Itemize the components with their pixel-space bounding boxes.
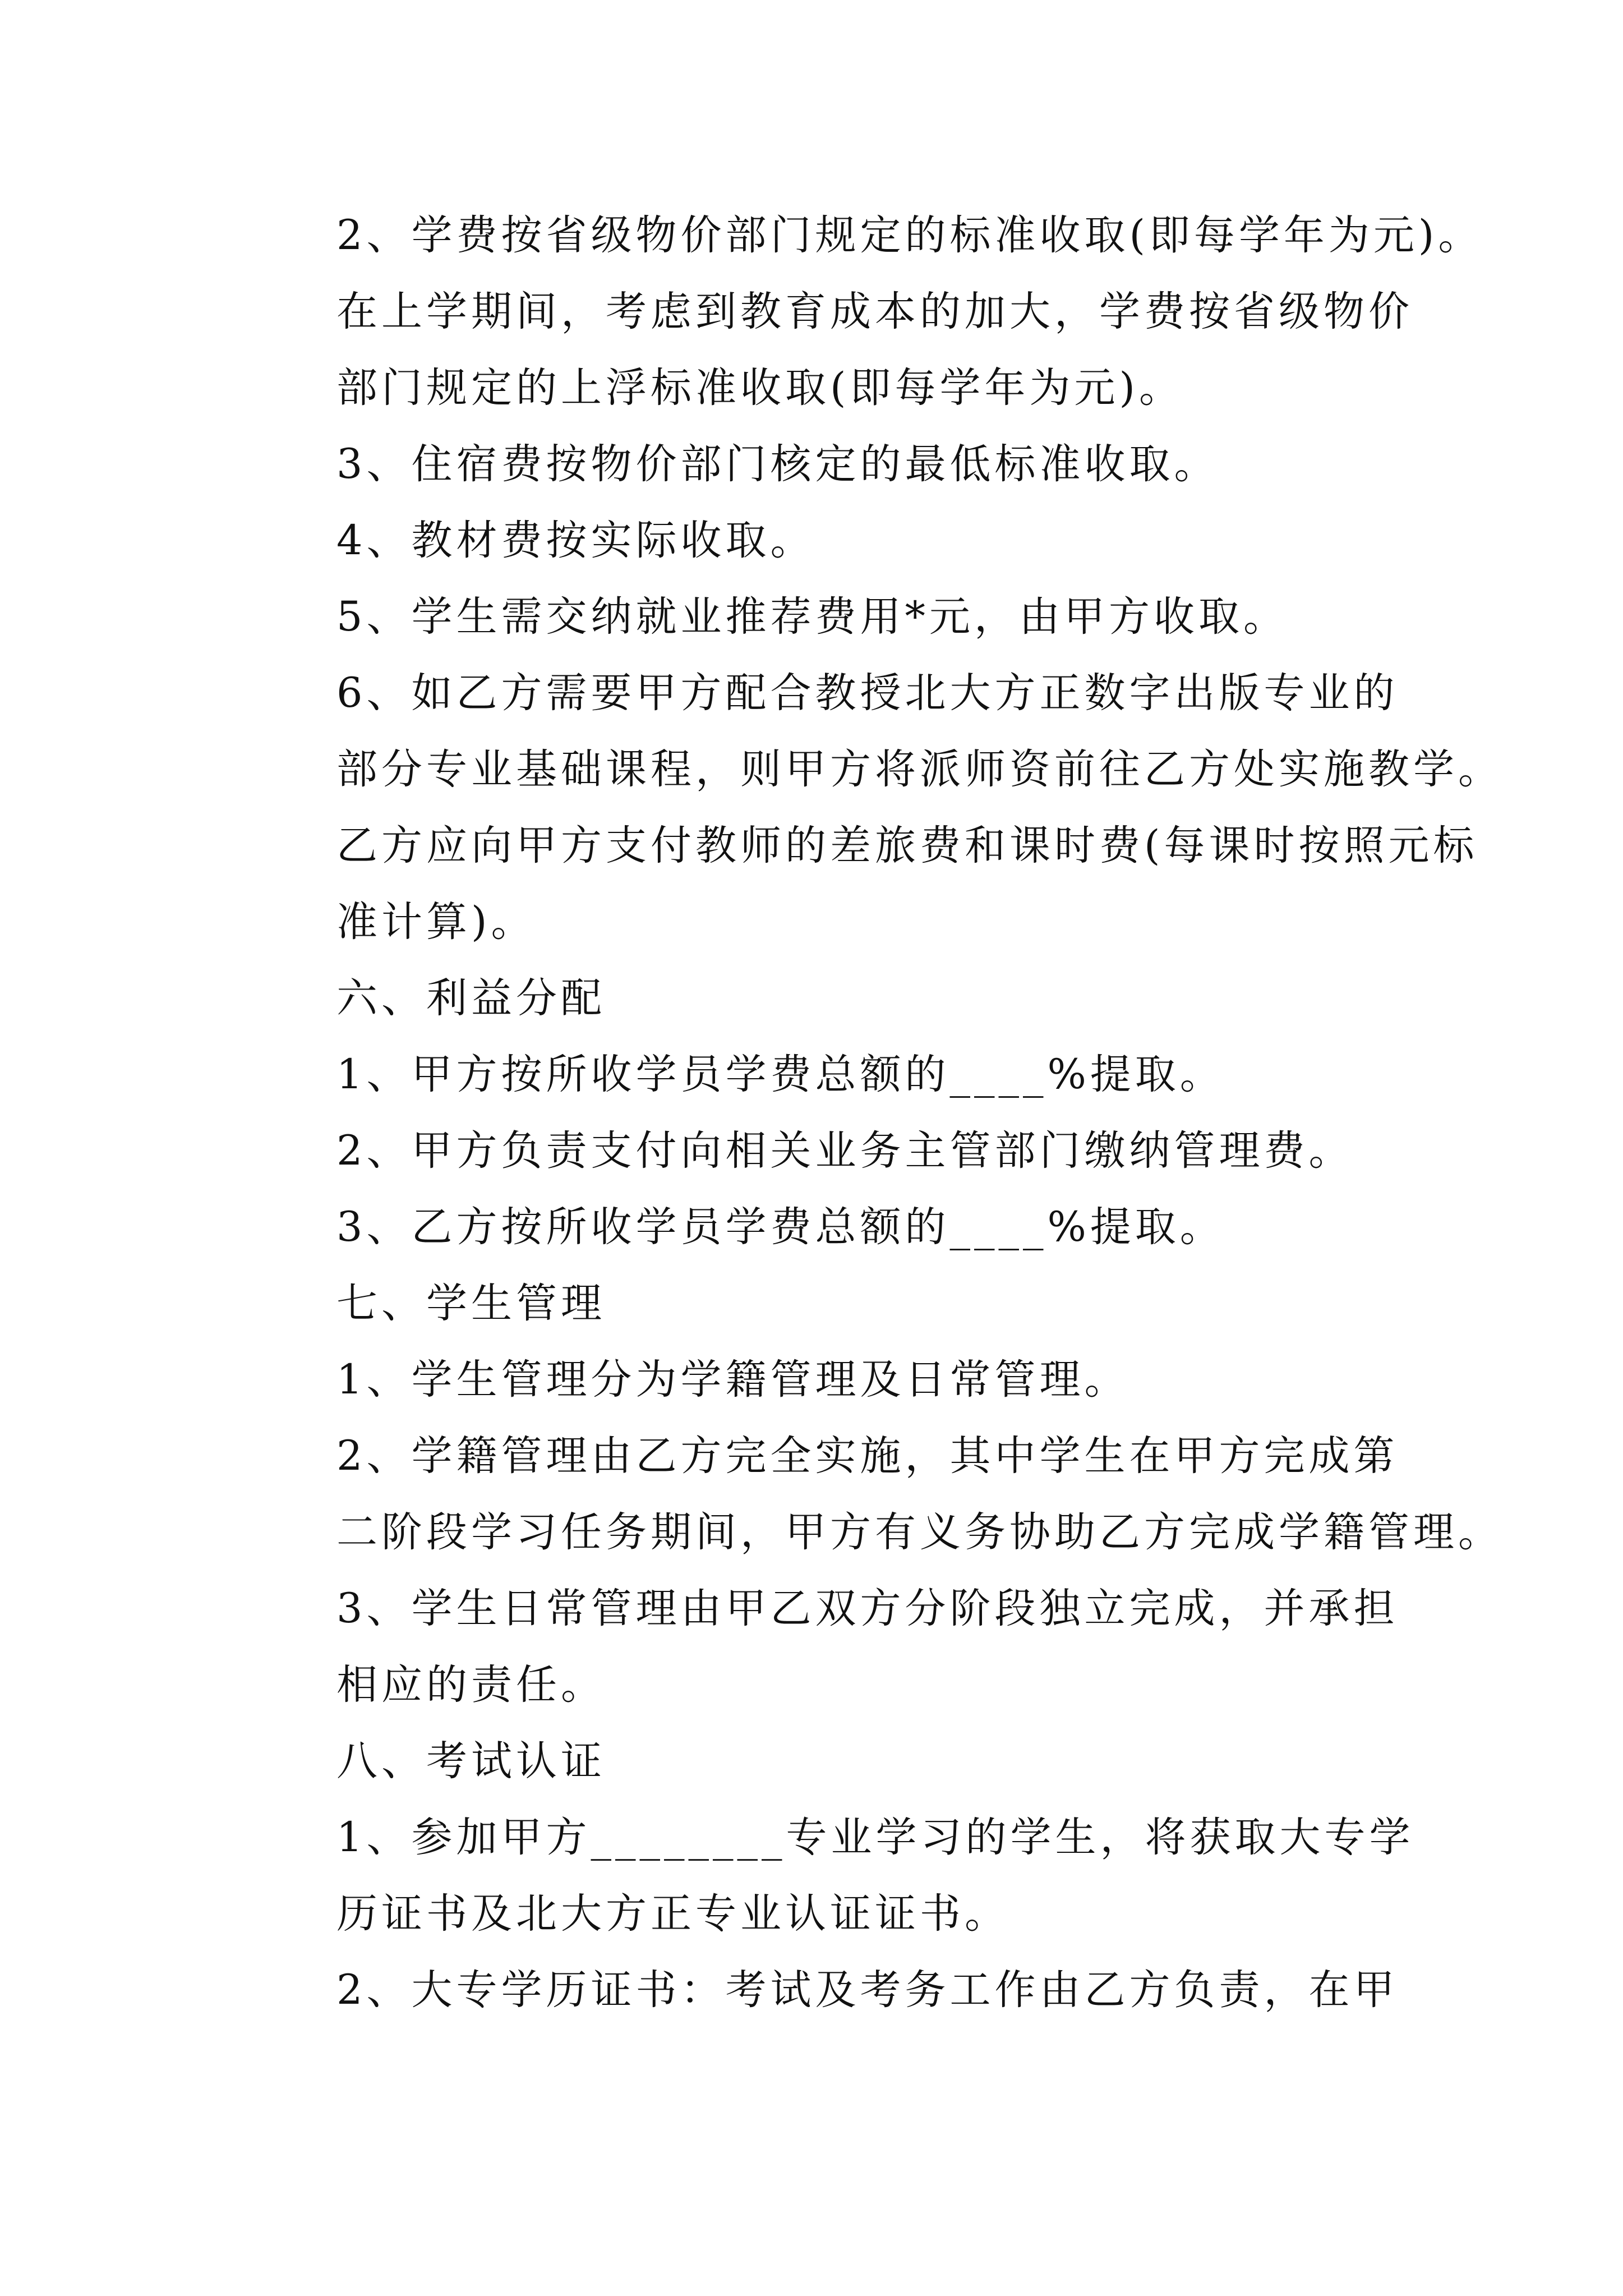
paragraph-party-a-share	[251, 1037, 1440, 1113]
text-line: 准计算)。	[336, 898, 536, 946]
paragraph-management-fee	[251, 1113, 1440, 1189]
text-line: 相应的责任。	[336, 1661, 606, 1709]
text-line: 3、住宿费按物价部门核定的最低标准收取。	[336, 440, 1219, 488]
paragraph-registration-management	[251, 1418, 1503, 1571]
document-body	[251, 197, 1503, 2028]
section-heading-student-management	[251, 1266, 1440, 1342]
text-line: 3、乙方按所收学员学费总额的____%提取。	[336, 1203, 1225, 1251]
text-line: 历证书及北大方正专业认证证书。	[336, 1890, 1009, 1938]
text-line: 2、甲方负责支付向相关业务主管部门缴纳管理费。	[336, 1127, 1354, 1175]
paragraph-tuition-increase	[251, 274, 1440, 426]
text-line: 3、学生日常管理由甲乙双方分阶段独立完成，并承担	[336, 1585, 1399, 1632]
text-line: 部分专业基础课程，则甲方将派师资前往乙方处实施教学。	[336, 746, 1503, 793]
paragraph-diploma-exam	[251, 1952, 1440, 2028]
paragraph-certificates	[251, 1800, 1440, 1952]
text-line: 5、学生需交纳就业推荐费用*元，由甲方收取。	[336, 593, 1288, 641]
text-line: 4、教材费按实际收取。	[336, 517, 815, 564]
paragraph-employment-fee	[251, 579, 1440, 655]
section-heading-profit-distribution	[251, 960, 1440, 1037]
paragraph-tuition-standard	[251, 197, 1483, 274]
section-heading-exam-certification	[251, 1723, 1440, 1800]
text-line: 2、学费按省级物价部门规定的标准收取(即每学年为元)。	[336, 211, 1483, 259]
heading-text: 六、利益分配	[336, 974, 606, 1022]
text-line: 部门规定的上浮标准收取(即每学年为元)。	[336, 364, 1184, 412]
paragraph-management-types	[251, 1342, 1440, 1418]
text-line: 乙方应向甲方支付教师的差旅费和课时费(每课时按照元标	[336, 822, 1478, 869]
paragraph-teaching-support	[251, 655, 1503, 960]
paragraph-accommodation-fee	[251, 426, 1440, 503]
text-line: 2、大专学历证书：考试及考务工作由乙方负责，在甲	[336, 1966, 1399, 2014]
text-line: 二阶段学习任务期间，甲方有义务协助乙方完成学籍管理。	[336, 1508, 1503, 1556]
heading-text: 八、考试认证	[336, 1737, 606, 1785]
text-line: 2、学籍管理由乙方完全实施，其中学生在甲方完成第	[336, 1432, 1399, 1480]
text-line: 1、甲方按所收学员学费总额的____%提取。	[336, 1051, 1225, 1098]
text-line: 1、学生管理分为学籍管理及日常管理。	[336, 1356, 1129, 1404]
text-line: 6、如乙方需要甲方配合教授北大方正数字出版专业的	[336, 669, 1399, 717]
paragraph-daily-management	[251, 1571, 1440, 1723]
heading-text: 七、学生管理	[336, 1280, 606, 1327]
paragraph-party-b-share	[251, 1189, 1440, 1266]
text-line: 1、参加甲方________专业学习的学生，将获取大专学	[336, 1814, 1414, 1861]
text-line: 在上学期间，考虑到教育成本的加大，学费按省级物价	[336, 288, 1413, 335]
paragraph-textbook-fee	[251, 503, 1440, 579]
